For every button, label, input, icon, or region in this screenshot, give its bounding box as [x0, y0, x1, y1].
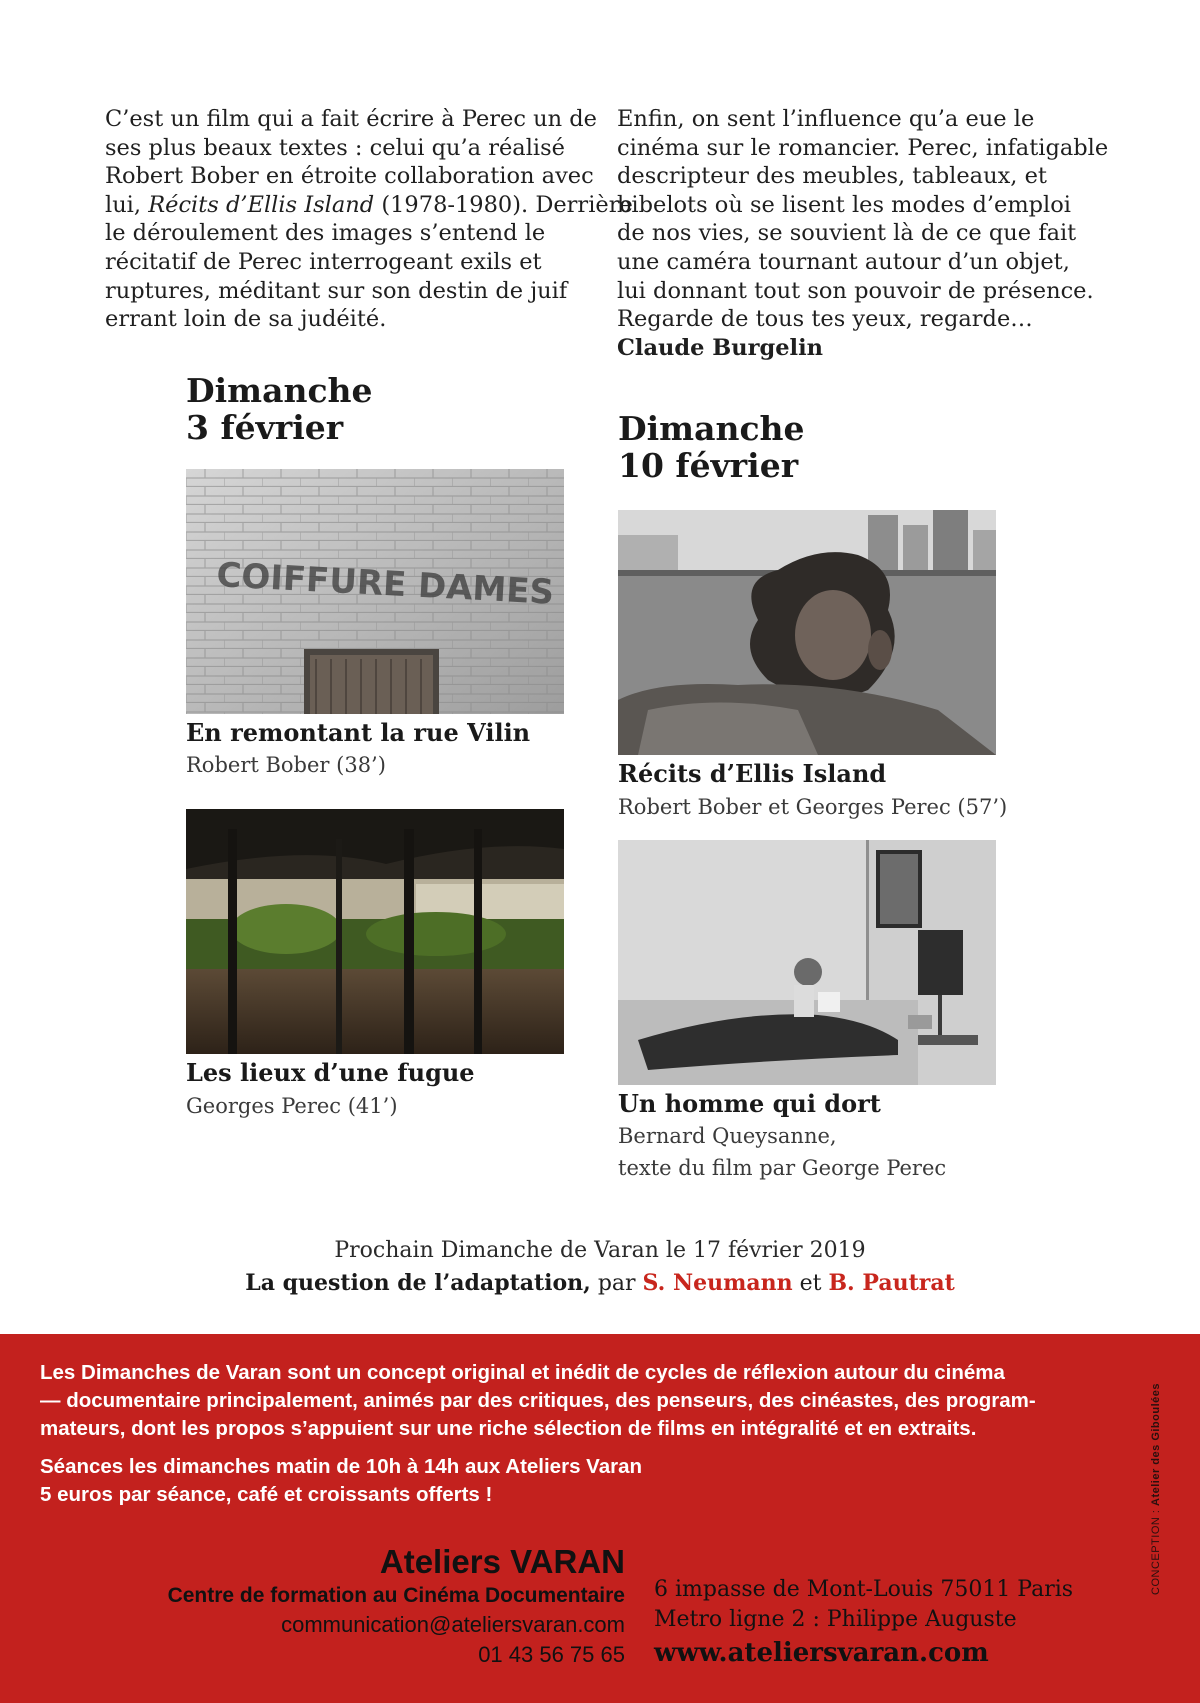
schedule-info — [40, 1453, 642, 1509]
film-credit — [618, 1120, 946, 1184]
next-session-topic: La question de l’adaptation, — [245, 1270, 591, 1296]
organization-name: Ateliers VARAN — [379, 1543, 625, 1580]
description-line: Les Dimanches de Varan sont un concept original et inédit de cycles de réflexion autour du cinéma — [40, 1361, 1005, 1384]
metro-info: Metro ligne 2 : Philippe Auguste — [654, 1607, 1017, 1632]
film-credit — [618, 791, 1007, 823]
organization-subtitle: Centre de formation au Cinéma Documentaire — [167, 1584, 625, 1607]
description-line: mateurs, dont les propos s’appuient sur une riche sélection de films en intégralité et en extraits. — [40, 1417, 977, 1440]
design-credit-name: Atelier des Giboulées — [1150, 1383, 1162, 1506]
film-credit-line: Robert Bober et Georges Perec (57’) — [618, 795, 1008, 819]
film-credit-line: texte du film par George Perec — [618, 1156, 947, 1180]
address-block — [654, 1575, 1073, 1671]
date-weekday: Dimanche — [618, 409, 805, 448]
text-fragment: par — [590, 1271, 643, 1296]
intro-right-line: descripteur des meubles, tableaux, et — [617, 163, 1047, 190]
design-credit — [1150, 1383, 1162, 1595]
date-day: 10 février — [618, 446, 799, 485]
program-description — [40, 1359, 1036, 1443]
date-weekday: Dimanche — [186, 371, 373, 410]
film-still-homme-qui-dort — [618, 840, 996, 1085]
intro-left-line — [105, 191, 633, 220]
painted-wall-sign: COIFFURE DAMES — [215, 555, 556, 613]
film-credit-line: Robert Bober (38’) — [186, 753, 386, 777]
film-title: Un homme qui dort — [618, 1089, 881, 1118]
schedule-line: Séances les dimanches matin de 10h à 14h aux Ateliers Varan — [40, 1455, 643, 1478]
text-fragment: (1978-1980). Derrière — [374, 191, 633, 218]
info-band — [0, 1334, 1200, 1703]
session-date-heading — [618, 410, 805, 484]
intro-right-line: cinéma sur le romancier. Perec, infatigable — [617, 134, 1109, 161]
film-title: En remontant la rue Vilin — [186, 718, 531, 747]
design-credit-label: CONCEPTION : — [1150, 1505, 1162, 1595]
film-credit-line: Georges Perec (41’) — [186, 1094, 398, 1118]
description-line: — documentaire principalement, animés par des critiques, des penseurs, des cinéastes, des program- — [40, 1389, 1036, 1412]
intro-left-line: errant loin de sa judéité. — [105, 306, 387, 333]
intro-paragraph-right — [617, 105, 1108, 362]
film-credit — [186, 1090, 398, 1122]
intro-left-line: C’est un film qui a fait écrire à Perec un de — [105, 106, 597, 132]
street-address: 6 impasse de Mont-Louis 75011 Paris — [654, 1577, 1074, 1602]
intro-left-line: Robert Bober en étroite collaboration avec — [105, 163, 594, 190]
intro-right-line: lui donnant tout son pouvoir de présence. — [617, 277, 1094, 304]
film-title: Récits d’Ellis Island — [618, 759, 887, 788]
film-credit-line: Bernard Queysanne, — [618, 1124, 837, 1148]
intro-left-line: ses plus beaux textes : celui qu’a réalisé — [105, 134, 565, 161]
film-still-lieux-fugue — [186, 809, 564, 1054]
intro-right-line: Regarde de tous tes yeux, regarde… — [617, 306, 1033, 333]
film-title: Les lieux d’une fugue — [186, 1058, 475, 1087]
email-link[interactable]: communication@ateliersvaran.com — [281, 1612, 625, 1637]
next-session — [0, 1235, 1200, 1300]
organization-block — [168, 1542, 625, 1670]
intro-right-line: une caméra tournant autour d’un objet, — [617, 248, 1070, 275]
phone-number: 01 43 56 75 65 — [478, 1642, 625, 1667]
website-link[interactable]: www.ateliersvaran.com — [654, 1638, 989, 1668]
intro-paragraph-left — [105, 105, 633, 334]
text-fragment: et — [792, 1271, 829, 1296]
speaker-name: B. Pautrat — [828, 1270, 955, 1296]
film-title-italic: Récits d’Ellis Island — [148, 191, 375, 218]
schedule-line: 5 euros par séance, café et croissants offerts ! — [40, 1483, 493, 1506]
date-day: 3 février — [186, 408, 344, 447]
intro-right-line: Enfin, on sent l’influence qu’a eue le — [617, 106, 1035, 132]
next-session-date: Prochain Dimanche de Varan le 17 février 2019 — [334, 1238, 866, 1263]
signature: Claude Burgelin — [617, 334, 824, 361]
intro-right-line: bibelots où se lisent les modes d’emploi — [617, 191, 1071, 218]
intro-left-line: récitatif de Perec interrogeant exils et — [105, 248, 542, 275]
next-session-topic-line — [0, 1267, 1200, 1300]
film-still-ellis-island — [618, 510, 996, 755]
speaker-name: S. Neumann — [642, 1270, 793, 1296]
session-date-heading — [186, 372, 373, 446]
intro-left-line: ruptures, méditant sur son destin de juif — [105, 277, 568, 304]
intro-right-line: de nos vies, se souvient là de ce que fait — [617, 220, 1077, 247]
film-still-rue-vilin — [186, 469, 564, 714]
text-fragment: lui, — [105, 191, 149, 218]
intro-left-line: le déroulement des images s’entend le — [105, 220, 546, 247]
film-credit — [186, 749, 386, 781]
